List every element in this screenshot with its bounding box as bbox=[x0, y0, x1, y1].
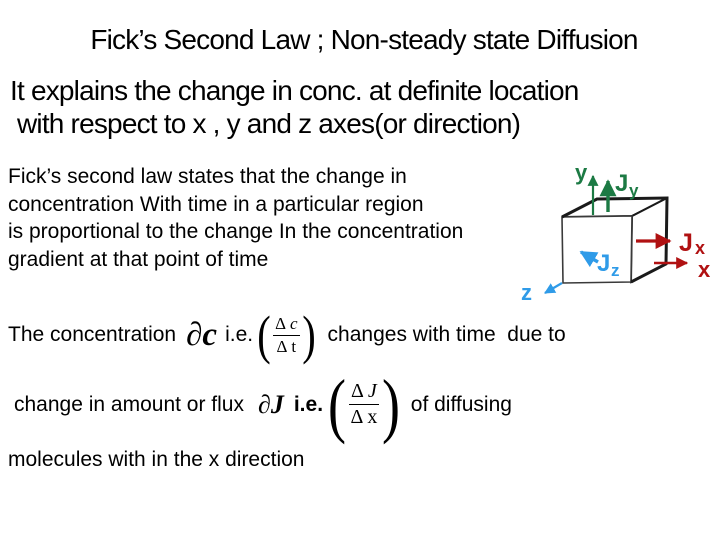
fraction-dj-dx bbox=[325, 364, 403, 445]
frac-denominator: Δ x bbox=[350, 406, 378, 429]
slide-subtitle bbox=[10, 74, 579, 140]
slide-title: Fick’s Second Law ; Non-steady state Diffusion bbox=[90, 24, 638, 55]
body-line-3: is proportional to the change In the concentration bbox=[8, 220, 464, 243]
math1-prefix: The concentration bbox=[8, 323, 177, 346]
close-paren: ) bbox=[301, 304, 316, 365]
frac-numerator: Δ c bbox=[273, 314, 299, 336]
partial-j-symbol: ∂J bbox=[257, 390, 284, 419]
frac-dj-dx-body bbox=[349, 380, 379, 429]
subtitle-line-2: with respect to x , y and z axes(or direction) bbox=[10, 108, 521, 139]
math2-suffix: of diffusing bbox=[410, 393, 512, 416]
fraction-dc-dt bbox=[255, 304, 317, 365]
close-paren: ) bbox=[381, 364, 400, 445]
body-paragraph bbox=[8, 163, 463, 273]
math2-ie: i.e. bbox=[293, 393, 324, 416]
body-line-4: gradient at that point of time bbox=[8, 247, 269, 271]
math1-suffix: changes with time due to bbox=[327, 323, 566, 346]
jz-label-sub: z bbox=[611, 261, 620, 280]
math2-prefix: change in amount or flux bbox=[14, 393, 244, 416]
frac-denominator: Δ t bbox=[276, 336, 297, 356]
jz-label-main: J bbox=[597, 250, 611, 277]
frac-numerator: Δ J bbox=[349, 380, 379, 405]
jx-label-main: J bbox=[679, 229, 693, 257]
subtitle-line-1: It explains the change in conc. at definite location bbox=[10, 75, 579, 106]
math1-ie: i.e. bbox=[225, 323, 254, 346]
jx-label-sub: x bbox=[695, 238, 706, 258]
body-line-1: Fick’s second law states that the change in bbox=[8, 165, 407, 188]
flux-cube-diagram bbox=[498, 140, 728, 312]
partial-c-symbol: ∂c bbox=[186, 316, 218, 353]
math-line-concentration bbox=[8, 304, 566, 366]
z-axis-label: z bbox=[521, 280, 532, 305]
y-axis-label: y bbox=[575, 160, 588, 185]
frac-dc-dt-body bbox=[273, 314, 299, 356]
open-paren: ( bbox=[257, 304, 271, 365]
math-line-flux bbox=[14, 366, 512, 444]
z-axis-arrow bbox=[545, 283, 562, 293]
x-axis-label: x bbox=[698, 257, 711, 282]
jy-label-main: J bbox=[615, 170, 629, 197]
body-line-2: concentration With time in a particular region bbox=[8, 192, 424, 216]
open-paren: ( bbox=[328, 364, 347, 445]
closing-line: molecules with in the x direction bbox=[8, 448, 305, 471]
jy-label-sub: y bbox=[629, 181, 639, 200]
